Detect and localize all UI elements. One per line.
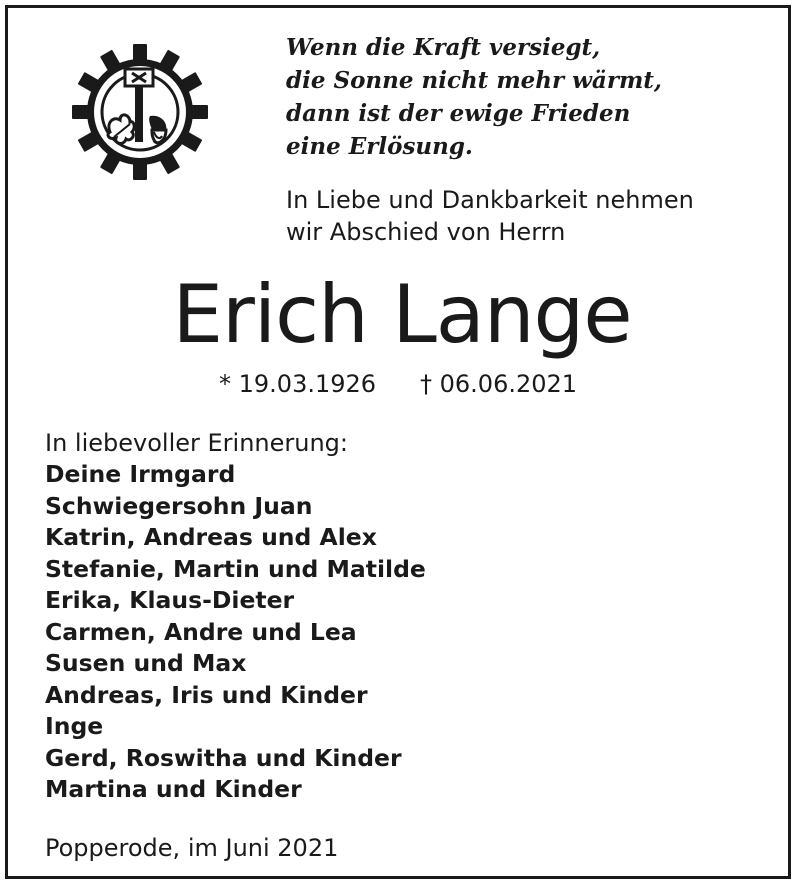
mourner-entry: Stefanie, Martin und Matilde [45, 554, 426, 583]
mourner-entry: Andreas, Iris und Kinder [45, 680, 368, 709]
mourner-entry: Schwiegersohn Juan [45, 491, 313, 520]
mourner-entry: Susen und Max [45, 649, 247, 677]
death-date: † 06.06.2021 [420, 370, 578, 398]
mourners-list [45, 459, 426, 806]
poem-verse [286, 31, 662, 163]
miners-gear-emblem-icon [70, 42, 210, 182]
birth-date: * 19.03.1926 [219, 370, 377, 398]
poem-line: die Sonne nicht mehr wärmt, [286, 67, 662, 94]
mourner-entry: Katrin, Andreas und Alex [45, 523, 377, 551]
intro-line: In Liebe und Dankbarkeit nehmen [286, 186, 694, 214]
poem-line: dann ist der ewige Frieden [286, 100, 631, 127]
place-and-date: Popperode, im Juni 2021 [45, 834, 339, 862]
mourner-entry: Martina und Kinder [45, 775, 302, 803]
mourners-label: In liebevoller Erinnerung: [45, 429, 348, 457]
poem-line: Wenn die Kraft versiegt, [286, 34, 601, 61]
poem-line: eine Erlösung. [286, 133, 473, 160]
mourner-entry: Gerd, Roswitha und Kinder [45, 743, 402, 772]
mourner-entry: Erika, Klaus-Dieter [45, 586, 295, 614]
mourner-entry: Inge [45, 712, 104, 740]
farewell-intro [286, 184, 694, 248]
intro-line: wir Abschied von Herrn [286, 218, 566, 246]
mourner-entry: Carmen, Andre und Lea [45, 617, 357, 646]
deceased-name: Erich Lange [172, 268, 632, 361]
mourner-entry: Deine Irmgard [45, 460, 236, 488]
